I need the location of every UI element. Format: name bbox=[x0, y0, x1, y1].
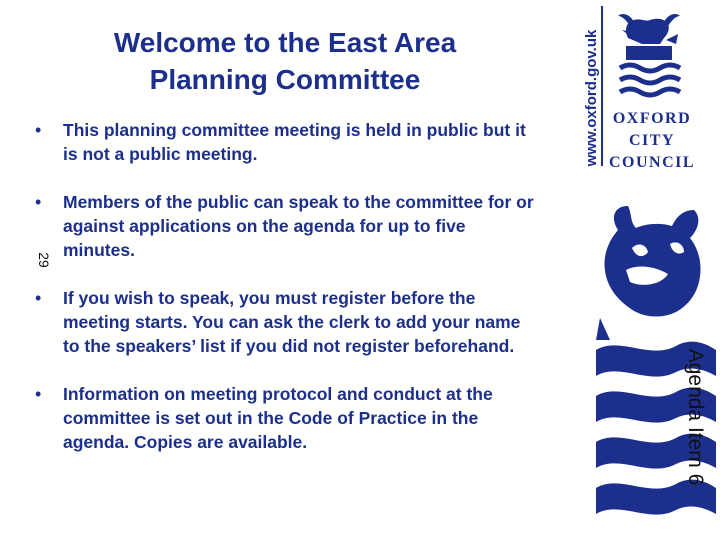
council-name-line-2: CITY bbox=[628, 132, 675, 149]
bullet-text: If you wish to speak, you must register before the meeting starts. You can ask the clerk to add your name to the speakers’ list if you did not register beforehand. bbox=[63, 288, 521, 356]
page-number: 29 bbox=[36, 252, 52, 268]
council-name-line-1: OXFORD bbox=[612, 110, 692, 127]
bullet-item bbox=[35, 118, 535, 166]
agenda-item-label: Agenda Item 6 bbox=[684, 348, 707, 486]
bullet-item bbox=[35, 190, 535, 262]
bullet-marker: • bbox=[35, 288, 42, 308]
bullet-text: Information on meeting protocol and conduct at the committee is set out in the Code of Practice in the agenda. Copies are available. bbox=[63, 384, 493, 452]
council-name bbox=[604, 108, 700, 174]
bullet-list bbox=[35, 118, 535, 478]
bullet-item bbox=[35, 286, 535, 358]
slide-title bbox=[70, 24, 500, 98]
title-line-1: Welcome to the East Area bbox=[113, 27, 457, 58]
bullet-item bbox=[35, 382, 535, 454]
bullet-marker: • bbox=[35, 120, 42, 140]
bullet-text: This planning committee meeting is held in public but it is not a public meeting. bbox=[63, 120, 526, 164]
logo-divider bbox=[601, 6, 603, 166]
bullet-text: Members of the public can speak to the committee for or against applications on the agenda for up to five minutes. bbox=[63, 192, 534, 260]
website-url: www.oxford.gov.uk bbox=[583, 29, 600, 167]
council-name-line-3: COUNCIL bbox=[608, 154, 696, 171]
bullet-marker: • bbox=[35, 384, 42, 404]
ox-crest-icon bbox=[606, 10, 692, 106]
bullet-marker: • bbox=[35, 192, 42, 212]
title-line-2: Planning Committee bbox=[149, 64, 421, 95]
